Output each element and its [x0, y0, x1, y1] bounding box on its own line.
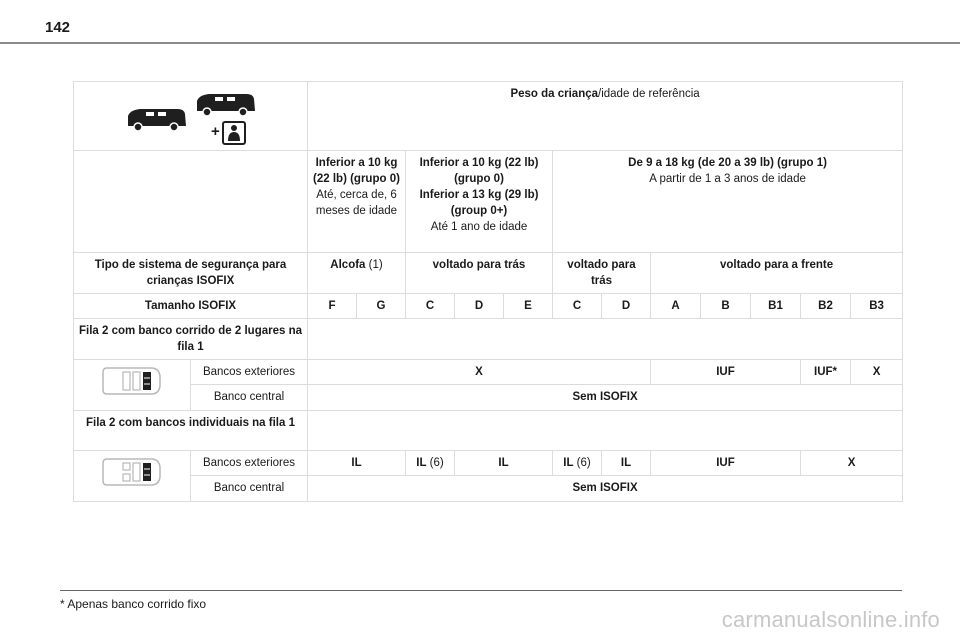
- individual-outer-label: Bancos exteriores: [191, 451, 308, 476]
- seat-layout-icon: [101, 455, 163, 489]
- size-cell: E: [504, 294, 553, 319]
- van-icon: [124, 106, 188, 132]
- size-cell: B: [701, 294, 751, 319]
- size-cell: D: [602, 294, 651, 319]
- size-cell: D: [455, 294, 504, 319]
- isofix-table: [73, 81, 903, 502]
- group-0plus-bold-a: Inferior a 10 kg (22 lb) (grupo 0): [419, 157, 539, 185]
- individual-c4-bold: IL: [563, 457, 574, 469]
- plus-icon: +: [211, 123, 220, 140]
- individual-c6: IUF: [651, 451, 801, 476]
- bench-center-label: Banco central: [191, 385, 308, 411]
- footer-divider: [60, 590, 902, 591]
- size-row: [74, 294, 903, 319]
- size-cell: B2: [801, 294, 851, 319]
- size-cell: C: [553, 294, 602, 319]
- table-header-row: [74, 82, 903, 151]
- forward-facing-cell: voltado para a frente: [651, 253, 903, 294]
- individual-c2: [406, 451, 455, 476]
- rear-facing-cell: voltado para trás: [406, 253, 553, 294]
- seat-layout-cell: [74, 360, 191, 411]
- individual-c1: IL: [308, 451, 406, 476]
- size-label: Tamanho ISOFIX: [74, 294, 308, 319]
- footnote: * Apenas banco corrido fixo: [60, 597, 207, 611]
- group-0-rest: Até, cerca de, 6 meses de idade: [315, 189, 398, 217]
- individual-c2-bold: IL: [416, 457, 427, 469]
- bench-title: Fila 2 com banco corrido de 2 lugares na fila 1: [74, 319, 308, 360]
- watermark: carmanualsonline.info: [721, 607, 940, 632]
- individual-c4-note: (6): [573, 457, 591, 469]
- individual-center-value: Sem ISOFIX: [308, 476, 903, 502]
- individual-c2-note: (6): [426, 457, 444, 469]
- page-number: 142: [45, 19, 71, 36]
- weight-header-cell: [308, 82, 903, 151]
- bench-title-row: [74, 319, 903, 360]
- alcofa-note: (1): [365, 259, 383, 271]
- individual-c3: IL: [455, 451, 553, 476]
- individual-c7: X: [801, 451, 903, 476]
- empty-cell: [308, 411, 903, 451]
- system-label: Tipo de sistema de segurança para crianças ISOFIX: [74, 253, 308, 294]
- bench-outer-row: [74, 360, 903, 385]
- individual-center-row: [74, 476, 903, 502]
- individual-c5: IL: [602, 451, 651, 476]
- size-cell: C: [406, 294, 455, 319]
- header-divider: [0, 42, 960, 44]
- group-1-rest: A partir de 1 a 3 anos de idade: [649, 173, 806, 185]
- seat-layout-icon: [101, 364, 163, 398]
- rear-facing-cell-2: voltado para trás: [553, 253, 651, 294]
- empty-cell: [74, 151, 308, 253]
- size-cell: A: [651, 294, 701, 319]
- individual-title: Fila 2 com bancos individuais na fila 1: [74, 411, 308, 451]
- individual-c4: [553, 451, 602, 476]
- system-row: [74, 253, 903, 294]
- vehicle-icons-cell: [74, 82, 308, 151]
- child-seat-icon: [222, 121, 246, 145]
- group-row: [74, 151, 903, 253]
- bench-outer-label: Bancos exteriores: [191, 360, 308, 385]
- bench-outer-x2: X: [851, 360, 903, 385]
- size-cell: G: [357, 294, 406, 319]
- bench-outer-iuf-star: IUF*: [801, 360, 851, 385]
- alcofa-cell: [308, 253, 406, 294]
- alcofa-bold: Alcofa: [330, 259, 366, 271]
- size-cell: B1: [751, 294, 801, 319]
- size-cell: B3: [851, 294, 903, 319]
- individual-title-row: [74, 411, 903, 451]
- individual-center-label: Banco central: [191, 476, 308, 502]
- weight-header-rest: /idade de referência: [598, 88, 700, 100]
- group-1-bold: De 9 a 18 kg (de 20 a 39 lb) (grupo 1): [628, 157, 827, 169]
- group-0-cell: [308, 151, 406, 253]
- empty-cell: [308, 319, 903, 360]
- group-1-cell: [553, 151, 903, 253]
- van-icon: [193, 91, 257, 117]
- seat-layout-cell: [74, 451, 191, 502]
- bench-center-row: [74, 385, 903, 411]
- size-cell: F: [308, 294, 357, 319]
- group-0plus-cell: [406, 151, 553, 253]
- bench-center-value: Sem ISOFIX: [308, 385, 903, 411]
- bench-outer-x: X: [308, 360, 651, 385]
- group-0-bold: Inferior a 10 kg (22 lb) (grupo 0): [313, 157, 400, 185]
- individual-outer-row: [74, 451, 903, 476]
- group-0plus-rest: Até 1 ano de idade: [430, 221, 528, 233]
- bench-outer-iuf: IUF: [651, 360, 801, 385]
- weight-header-bold: Peso da criança: [510, 88, 599, 100]
- group-0plus-bold-b: Inferior a 13 kg (29 lb) (group 0+): [419, 189, 539, 217]
